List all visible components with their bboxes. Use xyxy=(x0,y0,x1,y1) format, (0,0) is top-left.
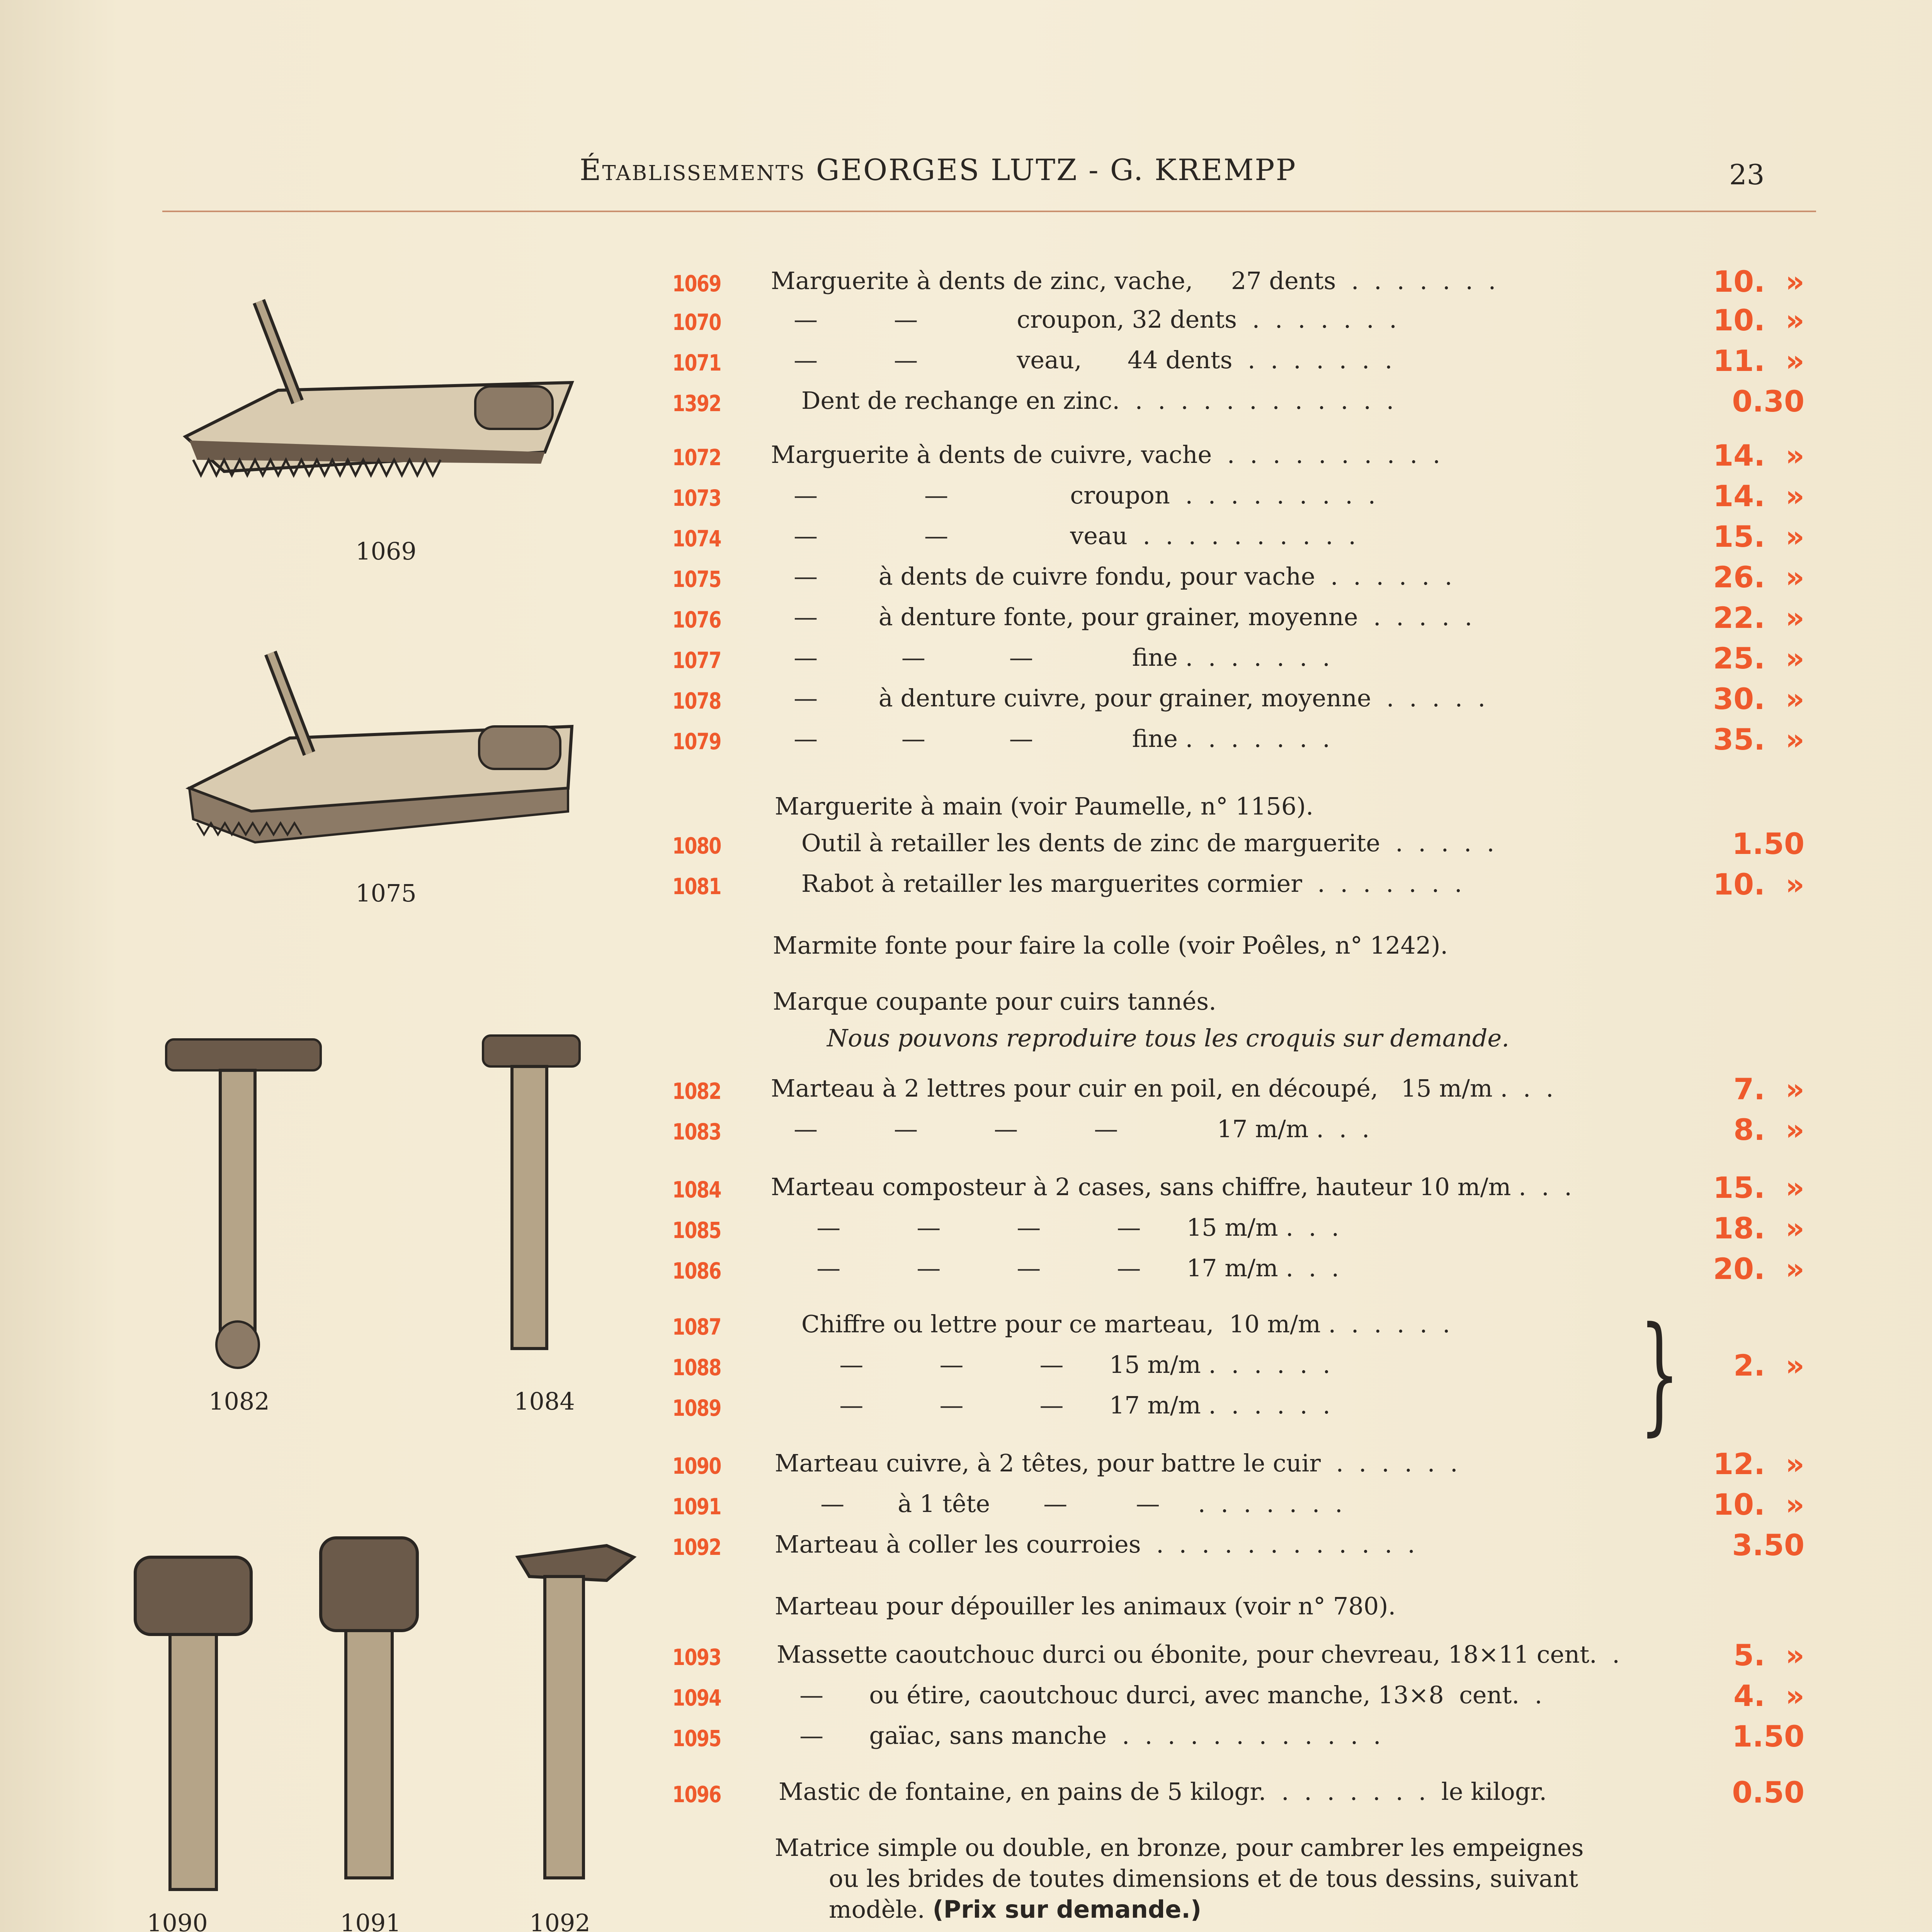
catalogue-row xyxy=(672,344,1824,392)
item-description: Marteau cuivre, à 2 têtes, pour battre le cuir . . . . . . xyxy=(775,1449,1458,1477)
item-price: 35. » xyxy=(1713,722,1804,757)
item-code: 1087 xyxy=(672,1314,721,1340)
item-price: 0.30 xyxy=(1732,384,1804,418)
item-code: 1071 xyxy=(672,350,721,376)
item-price: 4. » xyxy=(1733,1679,1804,1713)
item-price: 8. » xyxy=(1733,1112,1804,1147)
catalogue-row xyxy=(672,600,1824,649)
item-description: — ou étire, caoutchouc durci, avec manche, 13×8 cent. . xyxy=(777,1681,1543,1709)
item-price: 10. » xyxy=(1713,867,1804,901)
item-price: 30. » xyxy=(1713,682,1804,716)
catalogue-row xyxy=(672,1447,1824,1495)
item-description: Marteau à coller les courroies . . . . . . . . . . . . xyxy=(775,1530,1415,1558)
caption-1084: 1084 xyxy=(514,1387,575,1415)
header-company: GEORGES LUTZ - G. KREMPP xyxy=(816,153,1297,187)
catalogue-row xyxy=(672,1638,1824,1687)
item-price: 0.50 xyxy=(1732,1775,1804,1810)
caption-1069: 1069 xyxy=(355,537,417,565)
item-price: 11. » xyxy=(1713,344,1804,378)
note-matrice-prix: (Prix sur demande.) xyxy=(932,1895,1202,1923)
item-code: 1085 xyxy=(672,1217,721,1243)
item-code: 1077 xyxy=(672,647,721,673)
note-marmite: Marmite fonte pour faire la colle (voir Poêles, n° 1242). xyxy=(773,931,1448,959)
page-header xyxy=(580,153,1777,199)
item-code: 1095 xyxy=(672,1725,721,1752)
item-price: 15. » xyxy=(1713,1170,1804,1205)
hammer-1082-illustration xyxy=(155,1028,332,1376)
item-code: 1089 xyxy=(672,1395,721,1421)
catalogue-row xyxy=(672,303,1824,352)
item-description: Rabot à retailler les marguerites cormier . . . . . . . xyxy=(771,869,1462,898)
item-code: 1088 xyxy=(672,1354,721,1381)
catalogue-row xyxy=(672,1775,1824,1824)
item-description: Marteau composteur à 2 cases, sans chiffre, hauteur 10 m/m . . . xyxy=(771,1173,1572,1201)
catalogue-row xyxy=(672,1719,1824,1768)
item-description: Dent de rechange en zinc. . . . . . . . . . . . . xyxy=(771,386,1394,415)
catalogue-row xyxy=(672,1679,1824,1727)
item-code: 1076 xyxy=(672,607,721,633)
item-description: — — — — 17 m/m . . . xyxy=(771,1115,1370,1143)
note-marguerite-main: Marguerite à main (voir Paumelle, n° 1156). xyxy=(775,792,1314,820)
item-price: 15. » xyxy=(1713,519,1804,554)
item-code: 1086 xyxy=(672,1258,721,1284)
page-number: 23 xyxy=(1729,158,1765,191)
hammer-1090-illustration xyxy=(128,1542,259,1901)
item-code: 1091 xyxy=(672,1493,721,1520)
note-marteau-depouiller: Marteau pour dépouiller les animaux (voir n° 780). xyxy=(775,1592,1396,1620)
catalogue-row xyxy=(672,560,1824,609)
item-description: — à 1 tête — — . . . . . . . xyxy=(775,1490,1343,1518)
item-code: 1094 xyxy=(672,1685,721,1711)
item-description: — à denture fonte, pour grainer, moyenne . . . . . xyxy=(771,603,1473,631)
item-code: 1392 xyxy=(672,390,721,417)
item-price: 18. » xyxy=(1713,1211,1804,1245)
item-price: 26. » xyxy=(1713,560,1804,594)
item-description: Marteau à 2 lettres pour cuir en poil, en découpé, 15 m/m . . . xyxy=(771,1074,1554,1102)
header-rule xyxy=(162,211,1816,212)
item-price: 10. » xyxy=(1713,303,1804,337)
item-description: Mastic de fontaine, en pains de 5 kilogr. . . . . . . . le kilogr. xyxy=(779,1777,1547,1806)
item-description: — — — 17 m/m . . . . . . xyxy=(771,1391,1330,1419)
item-price: 3.50 xyxy=(1732,1528,1804,1562)
item-price: 12. » xyxy=(1713,1447,1804,1481)
item-price: 10. » xyxy=(1713,1487,1804,1522)
catalogue-row xyxy=(672,1252,1824,1300)
catalogue-row xyxy=(672,479,1824,527)
header-establishment: Établissements xyxy=(580,153,806,187)
catalogue-row xyxy=(672,1528,1824,1577)
item-description: — gaïac, sans manche . . . . . . . . . . . . xyxy=(777,1721,1381,1750)
item-price: 20. » xyxy=(1713,1252,1804,1286)
catalogue-row xyxy=(672,682,1824,730)
item-description: — — veau . . . . . . . . . . xyxy=(771,522,1356,550)
item-code: 1083 xyxy=(672,1119,721,1145)
item-code: 1072 xyxy=(672,444,721,471)
catalogue-row xyxy=(672,1211,1824,1260)
item-description: Marguerite à dents de zinc, vache, 27 dents . . . . . . . xyxy=(771,267,1496,295)
item-description: Massette caoutchouc durci ou ébonite, pour chevreau, 18×11 cent. . xyxy=(777,1640,1620,1668)
catalogue-row xyxy=(672,519,1824,568)
note-matrice-3 xyxy=(829,1895,1201,1923)
catalogue-row xyxy=(672,1170,1824,1219)
item-description: — — — 15 m/m . . . . . . xyxy=(771,1350,1330,1379)
item-description: — — — — 15 m/m . . . xyxy=(771,1213,1339,1242)
item-code: 1090 xyxy=(672,1453,721,1479)
catalogue-row xyxy=(672,827,1824,875)
caption-1082: 1082 xyxy=(209,1387,270,1415)
item-description: — à dents de cuivre fondu, pour vache . . . . . . xyxy=(771,562,1452,590)
item-code: 1070 xyxy=(672,309,721,335)
item-description: — — — fine . . . . . . . xyxy=(771,724,1330,753)
catalogue-row xyxy=(672,722,1824,771)
item-price: 10. » xyxy=(1713,264,1804,299)
catalogue-row xyxy=(672,384,1824,433)
item-price: 22. » xyxy=(1713,600,1804,635)
note-matrice-1: Matrice simple ou double, en bronze, pour cambrer les empeignes xyxy=(775,1833,1584,1862)
catalogue-row xyxy=(672,1072,1824,1121)
catalogue-row xyxy=(672,438,1824,487)
item-description: — — veau, 44 dents . . . . . . . xyxy=(771,346,1393,374)
item-code: 1073 xyxy=(672,485,721,511)
item-code: 1093 xyxy=(672,1644,721,1670)
note-croquis: Nous pouvons reproduire tous les croquis sur demande. xyxy=(827,1024,1509,1052)
item-price: 25. » xyxy=(1713,641,1804,675)
item-code: 1081 xyxy=(672,873,721,900)
caption-1091: 1091 xyxy=(340,1909,401,1932)
item-price: 14. » xyxy=(1713,479,1804,513)
hammer-1092-illustration xyxy=(514,1534,638,1889)
item-description: — — croupon, 32 dents . . . . . . . xyxy=(771,305,1397,333)
catalogue-row xyxy=(672,641,1824,690)
item-code: 1096 xyxy=(672,1781,721,1808)
catalogue-row xyxy=(672,1112,1824,1161)
catalogue-row xyxy=(672,867,1824,916)
note-matrice-3-text: modèle. xyxy=(829,1895,925,1923)
item-price: 1.50 xyxy=(1732,1719,1804,1753)
caption-1075: 1075 xyxy=(355,879,417,907)
caption-1092: 1092 xyxy=(529,1909,590,1932)
item-price: 14. » xyxy=(1713,438,1804,473)
item-price: 5. » xyxy=(1733,1638,1804,1672)
item-code: 1080 xyxy=(672,833,721,859)
hammer-1084-illustration xyxy=(475,1024,591,1364)
item-description: Marguerite à dents de cuivre, vache . . . . . . . . . . xyxy=(771,440,1440,469)
item-code: 1092 xyxy=(672,1534,721,1560)
item-price: 2. » xyxy=(1733,1348,1804,1383)
brace-1087-1089: } xyxy=(1639,1299,1680,1448)
hammer-1091-illustration xyxy=(313,1530,429,1889)
marguerite-1075-illustration xyxy=(182,649,591,866)
item-code: 1079 xyxy=(672,728,721,755)
item-code: 1082 xyxy=(672,1078,721,1104)
item-description: Outil à retailler les dents de zinc de marguerite . . . . . xyxy=(771,829,1495,857)
item-price: 1.50 xyxy=(1732,827,1804,861)
item-code: 1084 xyxy=(672,1177,721,1203)
item-code: 1075 xyxy=(672,566,721,592)
catalogue-row xyxy=(672,1487,1824,1536)
item-description: — — — — 17 m/m . . . xyxy=(771,1254,1339,1282)
item-description: — — croupon . . . . . . . . . xyxy=(771,481,1376,509)
item-description: — — — fine . . . . . . . xyxy=(771,643,1330,672)
note-matrice-2: ou les brides de toutes dimensions et de tous dessins, suivant xyxy=(829,1864,1578,1893)
item-code: 1069 xyxy=(672,270,721,297)
item-description: Chiffre ou lettre pour ce marteau, 10 m/m . . . . . . xyxy=(771,1310,1451,1338)
caption-1090: 1090 xyxy=(147,1909,208,1932)
item-code: 1074 xyxy=(672,526,721,552)
item-code: 1078 xyxy=(672,688,721,714)
item-price: 7. » xyxy=(1733,1072,1804,1106)
note-marque: Marque coupante pour cuirs tannés. xyxy=(773,987,1216,1015)
marguerite-1069-illustration xyxy=(166,290,599,522)
item-description: — à denture cuivre, pour grainer, moyenne . . . . . xyxy=(771,684,1486,712)
